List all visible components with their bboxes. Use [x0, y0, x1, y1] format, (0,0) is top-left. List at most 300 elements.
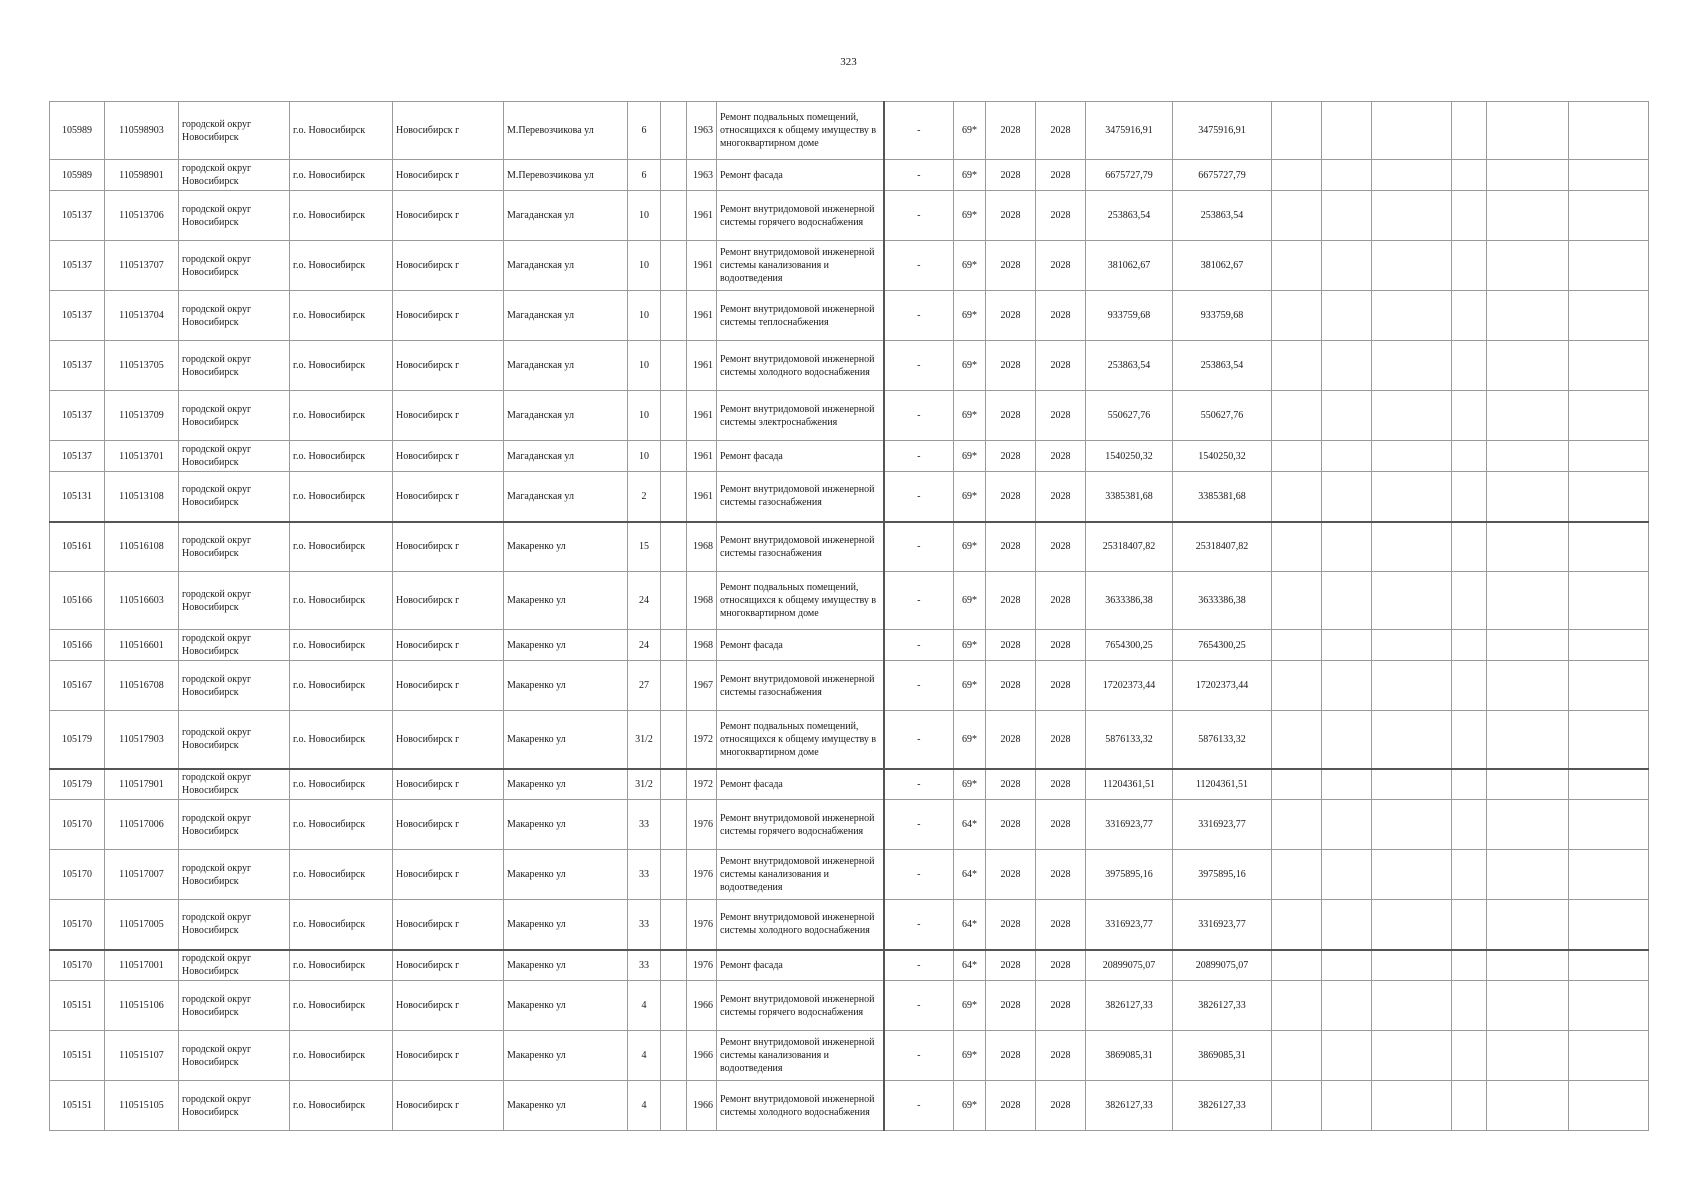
cell-id: 105151	[50, 981, 105, 1031]
cell-empty	[1372, 102, 1452, 160]
cell-empty	[1452, 441, 1487, 472]
cell-sum1: 3869085,31	[1086, 1031, 1173, 1081]
cell-empty	[1372, 191, 1452, 241]
cell-empty	[1372, 981, 1452, 1031]
cell-pct: 69*	[954, 291, 986, 341]
table-row	[50, 769, 1649, 800]
cell-work: Ремонт подвальных помещений, относящихся к общему имуществу в многоквартирном доме	[717, 711, 884, 769]
cell-sum2: 3316923,77	[1173, 900, 1272, 950]
cell-empty	[1452, 630, 1487, 661]
cell-id: 105167	[50, 661, 105, 711]
cell-street: Магаданская ул	[504, 441, 628, 472]
cell-letter	[661, 769, 687, 800]
cell-sum2: 11204361,51	[1173, 769, 1272, 800]
cell-house: 2	[628, 472, 661, 522]
cell-empty	[1322, 711, 1372, 769]
cell-id: 105170	[50, 950, 105, 981]
cell-work: Ремонт подвальных помещений, относящихся к общему имуществу в многоквартирном доме	[717, 572, 884, 630]
cell-city: г.о. Новосибирск	[290, 1081, 393, 1131]
cell-empty	[1322, 102, 1372, 160]
cell-house: 31/2	[628, 769, 661, 800]
cell-street: Макаренко ул	[504, 950, 628, 981]
cell-street: Макаренко ул	[504, 661, 628, 711]
table-row	[50, 711, 1649, 769]
cell-dash: -	[884, 661, 954, 711]
cell-letter	[661, 900, 687, 950]
cell-y2: 2028	[1036, 769, 1086, 800]
cell-street: М.Перевозчикова ул	[504, 102, 628, 160]
cell-sum1: 3316923,77	[1086, 900, 1173, 950]
cell-y1: 2028	[986, 711, 1036, 769]
cell-empty	[1569, 1081, 1649, 1131]
cell-sum1: 550627,76	[1086, 391, 1173, 441]
cell-y1: 2028	[986, 441, 1036, 472]
cell-empty	[1452, 711, 1487, 769]
cell-work: Ремонт внутридомовой инженерной системы теплоснабжения	[717, 291, 884, 341]
table-row	[50, 1031, 1649, 1081]
cell-y1: 2028	[986, 661, 1036, 711]
cell-sum2: 253863,54	[1173, 191, 1272, 241]
cell-empty	[1487, 1031, 1569, 1081]
cell-district: городской округ Новосибирск	[179, 711, 290, 769]
cell-district: городской округ Новосибирск	[179, 630, 290, 661]
cell-street: Макаренко ул	[504, 630, 628, 661]
cell-city: г.о. Новосибирск	[290, 341, 393, 391]
cell-empty	[1452, 900, 1487, 950]
cell-id: 105137	[50, 441, 105, 472]
cell-pct: 69*	[954, 522, 986, 572]
cell-year: 1966	[687, 1081, 717, 1131]
cell-empty	[1322, 572, 1372, 630]
cell-city: г.о. Новосибирск	[290, 661, 393, 711]
cell-pct: 69*	[954, 241, 986, 291]
cell-empty	[1272, 341, 1322, 391]
cell-street: Магаданская ул	[504, 472, 628, 522]
cell-district: городской округ Новосибирск	[179, 441, 290, 472]
cell-year: 1972	[687, 711, 717, 769]
cell-code: 110513705	[105, 341, 179, 391]
cell-y1: 2028	[986, 981, 1036, 1031]
cell-empty	[1487, 102, 1569, 160]
cell-locality: Новосибирск г	[393, 191, 504, 241]
cell-empty	[1569, 572, 1649, 630]
cell-empty	[1452, 341, 1487, 391]
cell-empty	[1569, 191, 1649, 241]
cell-house: 4	[628, 1081, 661, 1131]
cell-house: 6	[628, 160, 661, 191]
table-row	[50, 472, 1649, 522]
cell-house: 10	[628, 291, 661, 341]
cell-code: 110516603	[105, 572, 179, 630]
cell-city: г.о. Новосибирск	[290, 800, 393, 850]
cell-y1: 2028	[986, 191, 1036, 241]
cell-year: 1966	[687, 1031, 717, 1081]
cell-code: 110598903	[105, 102, 179, 160]
cell-empty	[1372, 800, 1452, 850]
cell-id: 105170	[50, 800, 105, 850]
cell-empty	[1322, 850, 1372, 900]
cell-locality: Новосибирск г	[393, 241, 504, 291]
cell-pct: 69*	[954, 441, 986, 472]
cell-empty	[1452, 661, 1487, 711]
cell-house: 6	[628, 102, 661, 160]
cell-empty	[1569, 160, 1649, 191]
cell-locality: Новосибирск г	[393, 391, 504, 441]
cell-city: г.о. Новосибирск	[290, 769, 393, 800]
cell-dash: -	[884, 522, 954, 572]
cell-dash: -	[884, 341, 954, 391]
cell-locality: Новосибирск г	[393, 291, 504, 341]
cell-id: 105131	[50, 472, 105, 522]
cell-street: Макаренко ул	[504, 711, 628, 769]
cell-letter	[661, 661, 687, 711]
cell-locality: Новосибирск г	[393, 950, 504, 981]
cell-code: 110513704	[105, 291, 179, 341]
cell-dash: -	[884, 391, 954, 441]
cell-empty	[1272, 711, 1322, 769]
cell-empty	[1452, 850, 1487, 900]
table-row	[50, 950, 1649, 981]
cell-pct: 69*	[954, 341, 986, 391]
cell-empty	[1372, 711, 1452, 769]
cell-letter	[661, 1031, 687, 1081]
cell-pct: 69*	[954, 572, 986, 630]
cell-empty	[1272, 950, 1322, 981]
cell-empty	[1272, 661, 1322, 711]
cell-house: 31/2	[628, 711, 661, 769]
cell-locality: Новосибирск г	[393, 661, 504, 711]
cell-locality: Новосибирск г	[393, 769, 504, 800]
cell-locality: Новосибирск г	[393, 1081, 504, 1131]
cell-y1: 2028	[986, 1031, 1036, 1081]
cell-empty	[1452, 769, 1487, 800]
cell-empty	[1487, 472, 1569, 522]
cell-empty	[1569, 102, 1649, 160]
cell-house: 33	[628, 900, 661, 950]
cell-work: Ремонт внутридомовой инженерной системы горячего водоснабжения	[717, 800, 884, 850]
cell-sum1: 3385381,68	[1086, 472, 1173, 522]
cell-empty	[1487, 160, 1569, 191]
cell-y2: 2028	[1036, 630, 1086, 661]
cell-y1: 2028	[986, 900, 1036, 950]
cell-work: Ремонт подвальных помещений, относящихся к общему имуществу в многоквартирном доме	[717, 102, 884, 160]
cell-empty	[1272, 769, 1322, 800]
cell-empty	[1272, 1031, 1322, 1081]
cell-y2: 2028	[1036, 441, 1086, 472]
cell-locality: Новосибирск г	[393, 472, 504, 522]
cell-sum2: 25318407,82	[1173, 522, 1272, 572]
table-row	[50, 191, 1649, 241]
cell-house: 4	[628, 1031, 661, 1081]
table-row	[50, 160, 1649, 191]
cell-house: 15	[628, 522, 661, 572]
cell-sum1: 381062,67	[1086, 241, 1173, 291]
cell-district: городской округ Новосибирск	[179, 241, 290, 291]
cell-letter	[661, 160, 687, 191]
cell-street: Магаданская ул	[504, 391, 628, 441]
cell-work: Ремонт внутридомовой инженерной системы газоснабжения	[717, 472, 884, 522]
cell-empty	[1322, 1081, 1372, 1131]
cell-pct: 69*	[954, 981, 986, 1031]
cell-empty	[1272, 850, 1322, 900]
cell-sum1: 3826127,33	[1086, 1081, 1173, 1131]
cell-empty	[1272, 441, 1322, 472]
cell-pct: 69*	[954, 160, 986, 191]
cell-empty	[1487, 981, 1569, 1031]
cell-empty	[1322, 241, 1372, 291]
cell-street: Макаренко ул	[504, 900, 628, 950]
cell-dash: -	[884, 950, 954, 981]
cell-empty	[1487, 711, 1569, 769]
cell-y2: 2028	[1036, 950, 1086, 981]
cell-street: Макаренко ул	[504, 769, 628, 800]
cell-sum1: 20899075,07	[1086, 950, 1173, 981]
cell-empty	[1487, 291, 1569, 341]
cell-empty	[1322, 630, 1372, 661]
cell-empty	[1322, 472, 1372, 522]
cell-id: 105151	[50, 1081, 105, 1131]
cell-sum2: 3633386,38	[1173, 572, 1272, 630]
cell-street: Макаренко ул	[504, 800, 628, 850]
cell-district: городской округ Новосибирск	[179, 472, 290, 522]
cell-sum2: 253863,54	[1173, 341, 1272, 391]
cell-dash: -	[884, 160, 954, 191]
cell-empty	[1372, 950, 1452, 981]
cell-year: 1966	[687, 981, 717, 1031]
cell-code: 110515106	[105, 981, 179, 1031]
cell-district: городской округ Новосибирск	[179, 769, 290, 800]
cell-sum2: 3316923,77	[1173, 800, 1272, 850]
cell-empty	[1322, 291, 1372, 341]
cell-dash: -	[884, 1031, 954, 1081]
cell-empty	[1452, 1081, 1487, 1131]
cell-y2: 2028	[1036, 522, 1086, 572]
cell-empty	[1272, 1081, 1322, 1131]
cell-sum1: 6675727,79	[1086, 160, 1173, 191]
cell-letter	[661, 522, 687, 572]
cell-letter	[661, 441, 687, 472]
cell-code: 110513108	[105, 472, 179, 522]
cell-empty	[1322, 522, 1372, 572]
cell-dash: -	[884, 850, 954, 900]
cell-letter	[661, 241, 687, 291]
cell-sum2: 3975895,16	[1173, 850, 1272, 900]
cell-locality: Новосибирск г	[393, 102, 504, 160]
cell-house: 27	[628, 661, 661, 711]
cell-work: Ремонт внутридомовой инженерной системы холодного водоснабжения	[717, 341, 884, 391]
cell-city: г.о. Новосибирск	[290, 291, 393, 341]
cell-pct: 69*	[954, 391, 986, 441]
cell-code: 110513707	[105, 241, 179, 291]
cell-sum2: 1540250,32	[1173, 441, 1272, 472]
cell-dash: -	[884, 711, 954, 769]
cell-code: 110598901	[105, 160, 179, 191]
cell-house: 24	[628, 572, 661, 630]
cell-empty	[1272, 630, 1322, 661]
cell-street: Магаданская ул	[504, 291, 628, 341]
cell-work: Ремонт внутридомовой инженерной системы канализования и водоотведения	[717, 850, 884, 900]
cell-code: 110513701	[105, 441, 179, 472]
cell-work: Ремонт фасада	[717, 630, 884, 661]
cell-year: 1961	[687, 341, 717, 391]
cell-sum2: 6675727,79	[1173, 160, 1272, 191]
cell-y2: 2028	[1036, 160, 1086, 191]
cell-code: 110516708	[105, 661, 179, 711]
cell-id: 105170	[50, 900, 105, 950]
cell-id: 105989	[50, 102, 105, 160]
cell-empty	[1372, 341, 1452, 391]
cell-year: 1968	[687, 522, 717, 572]
cell-y2: 2028	[1036, 291, 1086, 341]
cell-empty	[1487, 630, 1569, 661]
cell-locality: Новосибирск г	[393, 160, 504, 191]
cell-y2: 2028	[1036, 472, 1086, 522]
table-row	[50, 522, 1649, 572]
cell-empty	[1487, 572, 1569, 630]
cell-empty	[1452, 102, 1487, 160]
cell-letter	[661, 711, 687, 769]
cell-id: 105179	[50, 711, 105, 769]
cell-empty	[1272, 981, 1322, 1031]
cell-district: городской округ Новосибирск	[179, 850, 290, 900]
cell-letter	[661, 630, 687, 661]
cell-y2: 2028	[1036, 102, 1086, 160]
cell-district: городской округ Новосибирск	[179, 102, 290, 160]
cell-id: 105137	[50, 341, 105, 391]
cell-year: 1968	[687, 630, 717, 661]
cell-id: 105166	[50, 630, 105, 661]
cell-work: Ремонт фасада	[717, 160, 884, 191]
cell-empty	[1322, 191, 1372, 241]
cell-district: городской округ Новосибирск	[179, 1081, 290, 1131]
cell-pct: 69*	[954, 1031, 986, 1081]
cell-empty	[1322, 341, 1372, 391]
cell-letter	[661, 850, 687, 900]
cell-house: 24	[628, 630, 661, 661]
cell-sum1: 5876133,32	[1086, 711, 1173, 769]
cell-year: 1961	[687, 241, 717, 291]
table-row	[50, 630, 1649, 661]
cell-district: городской округ Новосибирск	[179, 800, 290, 850]
cell-pct: 69*	[954, 711, 986, 769]
cell-work: Ремонт фасада	[717, 950, 884, 981]
cell-dash: -	[884, 900, 954, 950]
cell-district: городской округ Новосибирск	[179, 1031, 290, 1081]
table-row	[50, 391, 1649, 441]
table-row	[50, 800, 1649, 850]
cell-pct: 69*	[954, 102, 986, 160]
table-row	[50, 1081, 1649, 1131]
cell-empty	[1272, 191, 1322, 241]
cell-y1: 2028	[986, 850, 1036, 900]
cell-city: г.о. Новосибирск	[290, 160, 393, 191]
table-row	[50, 441, 1649, 472]
cell-letter	[661, 950, 687, 981]
cell-empty	[1272, 391, 1322, 441]
cell-empty	[1487, 769, 1569, 800]
cell-sum1: 3316923,77	[1086, 800, 1173, 850]
cell-house: 33	[628, 950, 661, 981]
cell-empty	[1272, 522, 1322, 572]
cell-empty	[1372, 160, 1452, 191]
cell-city: г.о. Новосибирск	[290, 191, 393, 241]
cell-empty	[1372, 441, 1452, 472]
cell-empty	[1272, 572, 1322, 630]
cell-dash: -	[884, 1081, 954, 1131]
cell-locality: Новосибирск г	[393, 341, 504, 391]
cell-letter	[661, 391, 687, 441]
cell-street: Магаданская ул	[504, 191, 628, 241]
cell-empty	[1452, 981, 1487, 1031]
cell-work: Ремонт внутридомовой инженерной системы газоснабжения	[717, 522, 884, 572]
cell-id: 105170	[50, 850, 105, 900]
cell-dash: -	[884, 291, 954, 341]
cell-code: 110517903	[105, 711, 179, 769]
cell-empty	[1272, 800, 1322, 850]
cell-sum1: 11204361,51	[1086, 769, 1173, 800]
cell-y2: 2028	[1036, 341, 1086, 391]
cell-empty	[1569, 950, 1649, 981]
cell-locality: Новосибирск г	[393, 900, 504, 950]
cell-empty	[1272, 102, 1322, 160]
cell-year: 1976	[687, 900, 717, 950]
cell-year: 1976	[687, 800, 717, 850]
cell-locality: Новосибирск г	[393, 850, 504, 900]
cell-dash: -	[884, 769, 954, 800]
table-body	[50, 102, 1649, 1131]
cell-street: Макаренко ул	[504, 522, 628, 572]
cell-street: Макаренко ул	[504, 572, 628, 630]
cell-sum2: 7654300,25	[1173, 630, 1272, 661]
cell-locality: Новосибирск г	[393, 1031, 504, 1081]
cell-dash: -	[884, 981, 954, 1031]
cell-y2: 2028	[1036, 572, 1086, 630]
cell-empty	[1452, 191, 1487, 241]
cell-empty	[1272, 241, 1322, 291]
cell-pct: 69*	[954, 769, 986, 800]
cell-empty	[1372, 1081, 1452, 1131]
cell-y1: 2028	[986, 572, 1036, 630]
cell-y1: 2028	[986, 341, 1036, 391]
cell-work: Ремонт фасада	[717, 441, 884, 472]
cell-locality: Новосибирск г	[393, 800, 504, 850]
cell-letter	[661, 191, 687, 241]
cell-empty	[1569, 441, 1649, 472]
table-row	[50, 661, 1649, 711]
cell-house: 4	[628, 981, 661, 1031]
cell-sum2: 381062,67	[1173, 241, 1272, 291]
cell-y1: 2028	[986, 800, 1036, 850]
cell-pct: 69*	[954, 630, 986, 661]
cell-city: г.о. Новосибирск	[290, 711, 393, 769]
cell-year: 1961	[687, 291, 717, 341]
cell-sum1: 17202373,44	[1086, 661, 1173, 711]
cell-pct: 69*	[954, 661, 986, 711]
cell-empty	[1569, 661, 1649, 711]
cell-code: 110515105	[105, 1081, 179, 1131]
cell-sum1: 3975895,16	[1086, 850, 1173, 900]
cell-letter	[661, 800, 687, 850]
cell-year: 1972	[687, 769, 717, 800]
cell-sum1: 253863,54	[1086, 341, 1173, 391]
cell-work: Ремонт внутридомовой инженерной системы газоснабжения	[717, 661, 884, 711]
cell-work: Ремонт внутридомовой инженерной системы электроснабжения	[717, 391, 884, 441]
cell-empty	[1487, 241, 1569, 291]
cell-y1: 2028	[986, 391, 1036, 441]
cell-sum2: 20899075,07	[1173, 950, 1272, 981]
cell-year: 1967	[687, 661, 717, 711]
cell-y2: 2028	[1036, 241, 1086, 291]
